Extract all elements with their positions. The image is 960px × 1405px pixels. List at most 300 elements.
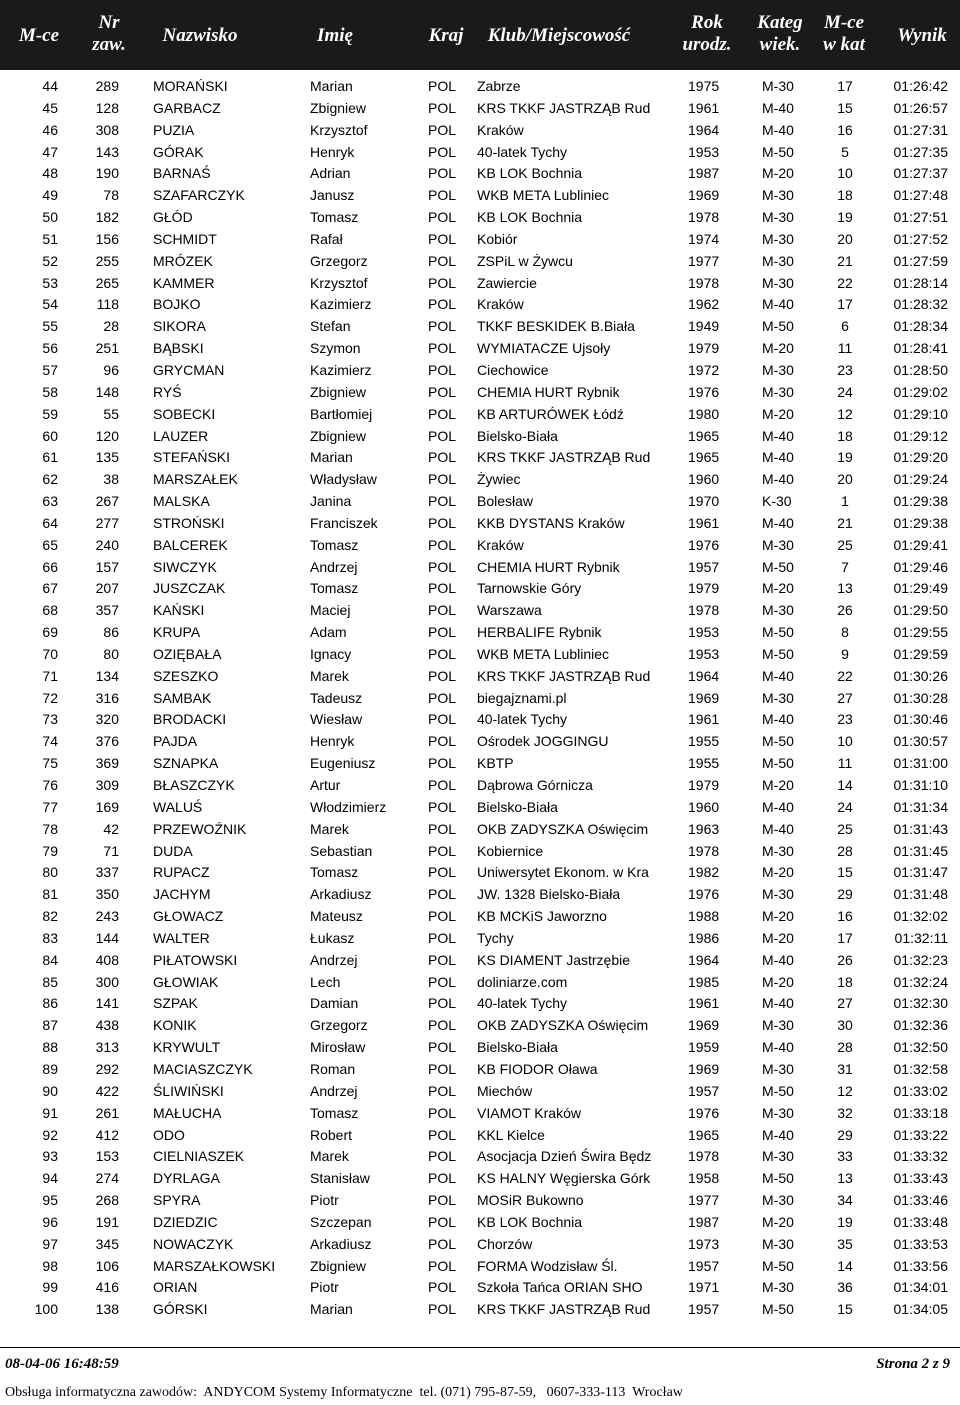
category-place-cell: 12 xyxy=(837,1082,853,1099)
first-name-cell: Maciej xyxy=(310,602,351,619)
first-name-cell: Adam xyxy=(310,624,347,641)
category-cell: M-30 xyxy=(762,1148,794,1165)
surname-cell: MALSKA xyxy=(153,493,210,510)
club-cell: Bolesław xyxy=(477,493,534,510)
first-name-cell: Szymon xyxy=(310,340,361,357)
category-cell: M-50 xyxy=(762,1257,794,1274)
category-cell: M-40 xyxy=(762,820,794,837)
category-cell: M-50 xyxy=(762,645,794,662)
first-name-cell: Rafał xyxy=(310,230,343,247)
birth-year-cell: 1964 xyxy=(688,121,720,138)
table-row xyxy=(0,992,960,1014)
first-name-cell: Franciszek xyxy=(310,514,378,531)
category-place-cell: 19 xyxy=(837,1213,853,1230)
bib-number-cell: 255 xyxy=(95,252,119,269)
first-name-cell: Artur xyxy=(310,777,341,793)
club-cell: Kobiór xyxy=(477,230,518,247)
club-cell: KRS TKKF JASTRZĄB Rud xyxy=(477,1301,651,1318)
first-name-cell: Zbigniew xyxy=(310,383,367,400)
surname-cell: OZIĘBAŁA xyxy=(153,645,222,662)
category-place-cell: 10 xyxy=(837,733,853,750)
club-cell: JW. 1328 Bielsko-Biała xyxy=(477,886,621,903)
place-cell: 78 xyxy=(42,820,58,837)
category-place-cell: 1 xyxy=(841,493,849,510)
country-cell: POL xyxy=(428,886,457,903)
first-name-cell: Krzysztof xyxy=(310,121,368,138)
table-row xyxy=(0,1058,960,1080)
place-cell: 56 xyxy=(42,340,58,357)
place-cell: 88 xyxy=(42,1039,58,1056)
birth-year-cell: 1978 xyxy=(688,274,720,291)
club-cell: 40-latek Tychy xyxy=(477,711,568,728)
bib-number-cell: 156 xyxy=(95,230,119,247)
result-time-cell: 01:27:59 xyxy=(893,252,948,269)
first-name-cell: Marian xyxy=(310,78,353,94)
first-name-cell: Janusz xyxy=(310,187,355,204)
country-cell: POL xyxy=(428,602,457,619)
surname-cell: WALTER xyxy=(153,929,210,946)
country-cell: POL xyxy=(428,951,457,968)
bib-number-cell: 71 xyxy=(103,842,119,859)
result-time-cell: 01:28:50 xyxy=(893,361,948,378)
first-name-cell: Sebastian xyxy=(310,842,373,859)
country-cell: POL xyxy=(428,536,457,553)
surname-cell: SZNAPKA xyxy=(153,755,219,772)
first-name-cell: Eugeniusz xyxy=(310,755,376,772)
bib-number-cell: 267 xyxy=(95,493,119,510)
place-cell: 47 xyxy=(42,143,58,160)
result-time-cell: 01:29:10 xyxy=(893,405,948,422)
surname-cell: CIELNIASZEK xyxy=(153,1148,245,1165)
place-cell: 53 xyxy=(42,274,58,291)
birth-year-cell: 1972 xyxy=(688,361,720,378)
category-cell: M-50 xyxy=(762,624,794,641)
country-cell: POL xyxy=(428,427,457,444)
result-time-cell: 01:31:47 xyxy=(893,864,948,881)
club-cell: KB LOK Bochnia xyxy=(477,1213,583,1230)
first-name-cell: Adrian xyxy=(310,165,351,182)
results-table xyxy=(0,75,960,1320)
table-row xyxy=(0,708,960,730)
category-place-cell: 16 xyxy=(837,121,853,138)
table-row xyxy=(0,949,960,971)
category-cell: M-50 xyxy=(762,143,794,160)
footer-date: 08-04-06 16:48:59 xyxy=(5,1356,119,1372)
country-cell: POL xyxy=(428,580,457,597)
country-cell: POL xyxy=(428,252,457,269)
category-cell: M-50 xyxy=(762,1170,794,1187)
birth-year-cell: 1953 xyxy=(688,143,720,160)
table-row xyxy=(0,1145,960,1167)
category-cell: M-30 xyxy=(762,1192,794,1209)
country-cell: POL xyxy=(428,209,457,226)
surname-cell: BARNAŚ xyxy=(153,165,211,182)
birth-year-cell: 1961 xyxy=(688,711,720,728)
place-cell: 58 xyxy=(42,383,58,400)
club-cell: KB FIODOR Oława xyxy=(477,1060,598,1077)
club-cell: KRS TKKF JASTRZĄB Rud xyxy=(477,667,651,684)
bib-number-cell: 182 xyxy=(95,209,119,226)
result-time-cell: 01:31:48 xyxy=(893,886,948,903)
bib-number-cell: 80 xyxy=(103,645,119,662)
bib-number-cell: 251 xyxy=(95,340,119,357)
first-name-cell: Tomasz xyxy=(310,536,359,553)
place-cell: 73 xyxy=(42,711,58,728)
bib-number-cell: 412 xyxy=(95,1126,119,1143)
place-cell: 93 xyxy=(42,1148,58,1165)
bib-number-cell: 422 xyxy=(95,1082,119,1099)
place-cell: 62 xyxy=(42,471,58,488)
bib-number-cell: 289 xyxy=(95,78,119,94)
category-cell: M-40 xyxy=(762,667,794,684)
club-cell: Kraków xyxy=(477,121,524,138)
birth-year-cell: 1974 xyxy=(688,230,720,247)
first-name-cell: Marek xyxy=(310,667,349,684)
bib-number-cell: 268 xyxy=(95,1192,119,1209)
table-row xyxy=(0,162,960,184)
result-time-cell: 01:27:31 xyxy=(893,121,948,138)
category-cell: M-20 xyxy=(762,908,794,925)
category-cell: M-40 xyxy=(762,121,794,138)
table-row xyxy=(0,774,960,796)
surname-cell: GÓRSKI xyxy=(153,1301,208,1318)
result-time-cell: 01:33:02 xyxy=(893,1082,948,1099)
first-name-cell: Kazimierz xyxy=(310,361,372,378)
surname-cell: SZPAK xyxy=(153,995,198,1012)
category-cell: M-30 xyxy=(762,1104,794,1121)
table-row xyxy=(0,1102,960,1124)
place-cell: 45 xyxy=(42,99,58,116)
place-cell: 89 xyxy=(42,1060,58,1077)
club-cell: Dąbrowa Górnicza xyxy=(477,777,593,793)
bib-number-cell: 120 xyxy=(95,427,119,444)
category-place-cell: 17 xyxy=(837,78,853,94)
table-row xyxy=(0,1080,960,1102)
result-time-cell: 01:26:42 xyxy=(893,78,948,94)
birth-year-cell: 1965 xyxy=(688,427,720,444)
club-cell: WYMIATACZE Ujsoły xyxy=(477,340,611,357)
place-cell: 83 xyxy=(42,929,58,946)
surname-cell: SPYRA xyxy=(153,1192,201,1209)
first-name-cell: Henryk xyxy=(310,733,355,750)
club-cell: KB ARTURÓWEK Łódź xyxy=(477,405,624,422)
table-row xyxy=(0,1233,960,1255)
bib-number-cell: 143 xyxy=(95,143,119,160)
bib-number-cell: 157 xyxy=(95,558,119,575)
birth-year-cell: 1979 xyxy=(688,777,720,793)
surname-cell: BŁASZCZYK xyxy=(153,777,235,793)
result-time-cell: 01:32:58 xyxy=(893,1060,948,1077)
place-cell: 95 xyxy=(42,1192,58,1209)
bib-number-cell: 274 xyxy=(95,1170,119,1187)
bib-number-cell: 261 xyxy=(95,1104,119,1121)
result-time-cell: 01:29:12 xyxy=(893,427,948,444)
bib-number-cell: 191 xyxy=(95,1213,119,1230)
birth-year-cell: 1962 xyxy=(688,296,720,313)
result-time-cell: 01:33:48 xyxy=(893,1213,948,1230)
header-kateg xyxy=(746,12,814,56)
club-cell: 40-latek Tychy xyxy=(477,995,568,1012)
country-cell: POL xyxy=(428,908,457,925)
birth-year-cell: 1988 xyxy=(688,908,720,925)
place-cell: 91 xyxy=(42,1104,58,1121)
table-row xyxy=(0,687,960,709)
country-cell: POL xyxy=(428,99,457,116)
category-cell: M-50 xyxy=(762,755,794,772)
surname-cell: GRYCMAN xyxy=(153,361,225,378)
category-cell: M-30 xyxy=(762,187,794,204)
result-time-cell: 01:33:53 xyxy=(893,1235,948,1252)
club-cell: KKB DYSTANS Kraków xyxy=(477,514,625,531)
result-time-cell: 01:32:23 xyxy=(893,951,948,968)
table-row xyxy=(0,577,960,599)
table-row xyxy=(0,1255,960,1277)
club-cell: Kraków xyxy=(477,296,524,313)
header-mce: M-ce xyxy=(18,25,60,46)
result-time-cell: 01:32:11 xyxy=(894,929,948,946)
header-mce-kat-line1: M-ce xyxy=(823,12,865,33)
place-cell: 50 xyxy=(42,209,58,226)
surname-cell: GÓRAK xyxy=(153,143,204,160)
header-rok-line1: Rok xyxy=(691,12,723,33)
place-cell: 44 xyxy=(42,78,58,94)
bib-number-cell: 207 xyxy=(95,580,119,597)
place-cell: 87 xyxy=(42,1017,58,1034)
table-row xyxy=(0,730,960,752)
bib-number-cell: 357 xyxy=(95,602,119,619)
result-time-cell: 01:26:57 xyxy=(893,99,948,116)
bib-number-cell: 337 xyxy=(95,864,119,881)
country-cell: POL xyxy=(428,1060,457,1077)
country-cell: POL xyxy=(428,798,457,815)
first-name-cell: Marian xyxy=(310,1301,353,1318)
birth-year-cell: 1969 xyxy=(688,1060,720,1077)
category-place-cell: 13 xyxy=(837,580,853,597)
country-cell: POL xyxy=(428,143,457,160)
bib-number-cell: 300 xyxy=(95,973,119,990)
place-cell: 46 xyxy=(42,121,58,138)
surname-cell: SZAFARCZYK xyxy=(153,187,245,204)
country-cell: POL xyxy=(428,165,457,182)
bib-number-cell: 55 xyxy=(103,405,119,422)
club-cell: KB MCKiS Jaworzno xyxy=(477,908,607,925)
place-cell: 55 xyxy=(42,318,58,335)
surname-cell: KRYWULT xyxy=(153,1039,221,1056)
club-cell: Ciechowice xyxy=(477,361,549,378)
surname-cell: KAMMER xyxy=(153,274,215,291)
category-cell: M-50 xyxy=(762,1301,794,1318)
category-cell: M-30 xyxy=(762,1235,794,1252)
bib-number-cell: 320 xyxy=(95,711,119,728)
first-name-cell: Ignacy xyxy=(310,645,352,662)
category-place-cell: 29 xyxy=(837,1126,853,1143)
place-cell: 66 xyxy=(42,558,58,575)
place-cell: 52 xyxy=(42,252,58,269)
bib-number-cell: 78 xyxy=(103,187,119,204)
table-row xyxy=(0,381,960,403)
club-cell: biegajznami.pl xyxy=(477,689,567,706)
surname-cell: GŁÓD xyxy=(153,209,193,226)
bib-number-cell: 190 xyxy=(95,165,119,182)
result-time-cell: 01:27:52 xyxy=(893,230,948,247)
surname-cell: NOWACZYK xyxy=(153,1235,234,1252)
first-name-cell: Włodzimierz xyxy=(310,798,387,815)
country-cell: POL xyxy=(428,842,457,859)
club-cell: KB LOK Bochnia xyxy=(477,165,583,182)
category-place-cell: 18 xyxy=(837,427,853,444)
place-cell: 80 xyxy=(42,864,58,881)
table-row xyxy=(0,141,960,163)
bib-number-cell: 28 xyxy=(103,318,119,335)
category-place-cell: 11 xyxy=(837,755,853,772)
place-cell: 77 xyxy=(42,798,58,815)
country-cell: POL xyxy=(428,667,457,684)
club-cell: CHEMIA HURT Rybnik xyxy=(477,383,620,400)
country-cell: POL xyxy=(428,1082,457,1099)
result-time-cell: 01:29:46 xyxy=(893,558,948,575)
header-nr xyxy=(82,12,136,56)
country-cell: POL xyxy=(428,1017,457,1034)
category-place-cell: 12 xyxy=(837,405,853,422)
birth-year-cell: 1953 xyxy=(688,645,720,662)
table-row xyxy=(0,971,960,993)
birth-year-cell: 1959 xyxy=(688,1039,720,1056)
birth-year-cell: 1964 xyxy=(688,951,720,968)
first-name-cell: Zbigniew xyxy=(310,1257,367,1274)
club-cell: Kobiernice xyxy=(477,842,544,859)
place-cell: 61 xyxy=(42,449,58,466)
category-cell: M-30 xyxy=(762,252,794,269)
place-cell: 64 xyxy=(42,514,58,531)
first-name-cell: Marek xyxy=(310,1148,349,1165)
category-place-cell: 26 xyxy=(837,951,853,968)
first-name-cell: Łukasz xyxy=(310,929,355,946)
club-cell: Uniwersytet Ekonom. w Kra xyxy=(477,864,649,881)
bib-number-cell: 144 xyxy=(95,929,119,946)
birth-year-cell: 1955 xyxy=(688,755,720,772)
country-cell: POL xyxy=(428,624,457,641)
club-cell: TKKF BESKIDEK B.Biała xyxy=(477,318,635,335)
surname-cell: ODO xyxy=(153,1126,185,1143)
club-cell: Bielsko-Biała xyxy=(477,1039,558,1056)
surname-cell: DZIEDZIC xyxy=(153,1213,218,1230)
birth-year-cell: 1987 xyxy=(688,1213,720,1230)
category-cell: M-20 xyxy=(762,1213,794,1230)
birth-year-cell: 1960 xyxy=(688,798,720,815)
table-row xyxy=(0,359,960,381)
table-row xyxy=(0,1036,960,1058)
club-cell: doliniarze.com xyxy=(477,973,568,990)
category-place-cell: 36 xyxy=(837,1279,853,1296)
category-cell: M-30 xyxy=(762,602,794,619)
place-cell: 59 xyxy=(42,405,58,422)
result-time-cell: 01:28:41 xyxy=(893,340,948,357)
result-time-cell: 01:31:10 xyxy=(893,777,948,793)
place-cell: 48 xyxy=(42,165,58,182)
club-cell: KBTP xyxy=(477,755,514,772)
category-cell: M-40 xyxy=(762,1126,794,1143)
bib-number-cell: 308 xyxy=(95,121,119,138)
category-place-cell: 29 xyxy=(837,886,853,903)
footer-info: Obsługa informatyczna zawodów: ANDYCOM Systemy Informatyczne tel. (071) 795-87-59, 0607-333-113 Wrocław xyxy=(5,1385,683,1400)
surname-cell: JUSZCZAK xyxy=(153,580,226,597)
club-cell: Zabrze xyxy=(477,78,521,94)
surname-cell: LAUZER xyxy=(153,427,209,444)
bib-number-cell: 277 xyxy=(95,514,119,531)
first-name-cell: Marian xyxy=(310,449,353,466)
table-row xyxy=(0,1276,960,1298)
category-place-cell: 20 xyxy=(837,471,853,488)
category-cell: M-50 xyxy=(762,558,794,575)
bib-number-cell: 128 xyxy=(95,99,119,116)
first-name-cell: Roman xyxy=(310,1060,356,1077)
category-place-cell: 15 xyxy=(837,99,853,116)
birth-year-cell: 1979 xyxy=(688,340,720,357)
club-cell: OKB ZADYSZKA Oświęcim xyxy=(477,820,649,837)
category-cell: M-20 xyxy=(762,340,794,357)
bib-number-cell: 86 xyxy=(103,624,119,641)
surname-cell: PAJDA xyxy=(153,733,198,750)
category-place-cell: 18 xyxy=(837,187,853,204)
surname-cell: BĄBSKI xyxy=(153,340,204,357)
category-place-cell: 10 xyxy=(837,165,853,182)
place-cell: 63 xyxy=(42,493,58,510)
table-row xyxy=(0,446,960,468)
bib-number-cell: 292 xyxy=(95,1060,119,1077)
header-kraj: Kraj xyxy=(428,25,464,46)
bib-number-cell: 416 xyxy=(95,1279,119,1296)
category-cell: M-30 xyxy=(762,886,794,903)
result-time-cell: 01:31:34 xyxy=(893,798,948,815)
table-row xyxy=(0,840,960,862)
club-cell: Bielsko-Biała xyxy=(477,427,558,444)
first-name-cell: Kazimierz xyxy=(310,296,372,313)
birth-year-cell: 1986 xyxy=(688,929,720,946)
category-cell: M-40 xyxy=(762,99,794,116)
table-row xyxy=(0,425,960,447)
surname-cell: BRODACKI xyxy=(153,711,227,728)
birth-year-cell: 1977 xyxy=(688,1192,720,1209)
surname-cell: SCHMIDT xyxy=(153,230,217,247)
category-place-cell: 21 xyxy=(837,514,853,531)
first-name-cell: Arkadiusz xyxy=(310,1235,372,1252)
first-name-cell: Grzegorz xyxy=(310,252,368,269)
place-cell: 84 xyxy=(42,951,58,968)
result-time-cell: 01:33:22 xyxy=(893,1126,948,1143)
result-time-cell: 01:33:43 xyxy=(893,1170,948,1187)
birth-year-cell: 1949 xyxy=(688,318,720,335)
category-cell: M-30 xyxy=(762,361,794,378)
category-cell: M-50 xyxy=(762,1082,794,1099)
birth-year-cell: 1957 xyxy=(688,558,720,575)
bib-number-cell: 376 xyxy=(95,733,119,750)
table-row xyxy=(0,184,960,206)
table-row xyxy=(0,1298,960,1320)
club-cell: FORMA Wodzisław Śl. xyxy=(477,1257,618,1274)
result-time-cell: 01:29:49 xyxy=(893,580,948,597)
category-place-cell: 23 xyxy=(837,361,853,378)
surname-cell: KONIK xyxy=(153,1017,197,1034)
category-place-cell: 33 xyxy=(837,1148,853,1165)
table-row xyxy=(0,206,960,228)
table-row xyxy=(0,556,960,578)
club-cell: Szkoła Tańca ORIAN SHO xyxy=(477,1279,643,1296)
birth-year-cell: 1957 xyxy=(688,1257,720,1274)
surname-cell: BALCEREK xyxy=(153,536,228,553)
surname-cell: WALUŚ xyxy=(153,798,203,815)
country-cell: POL xyxy=(428,1039,457,1056)
table-row xyxy=(0,861,960,883)
